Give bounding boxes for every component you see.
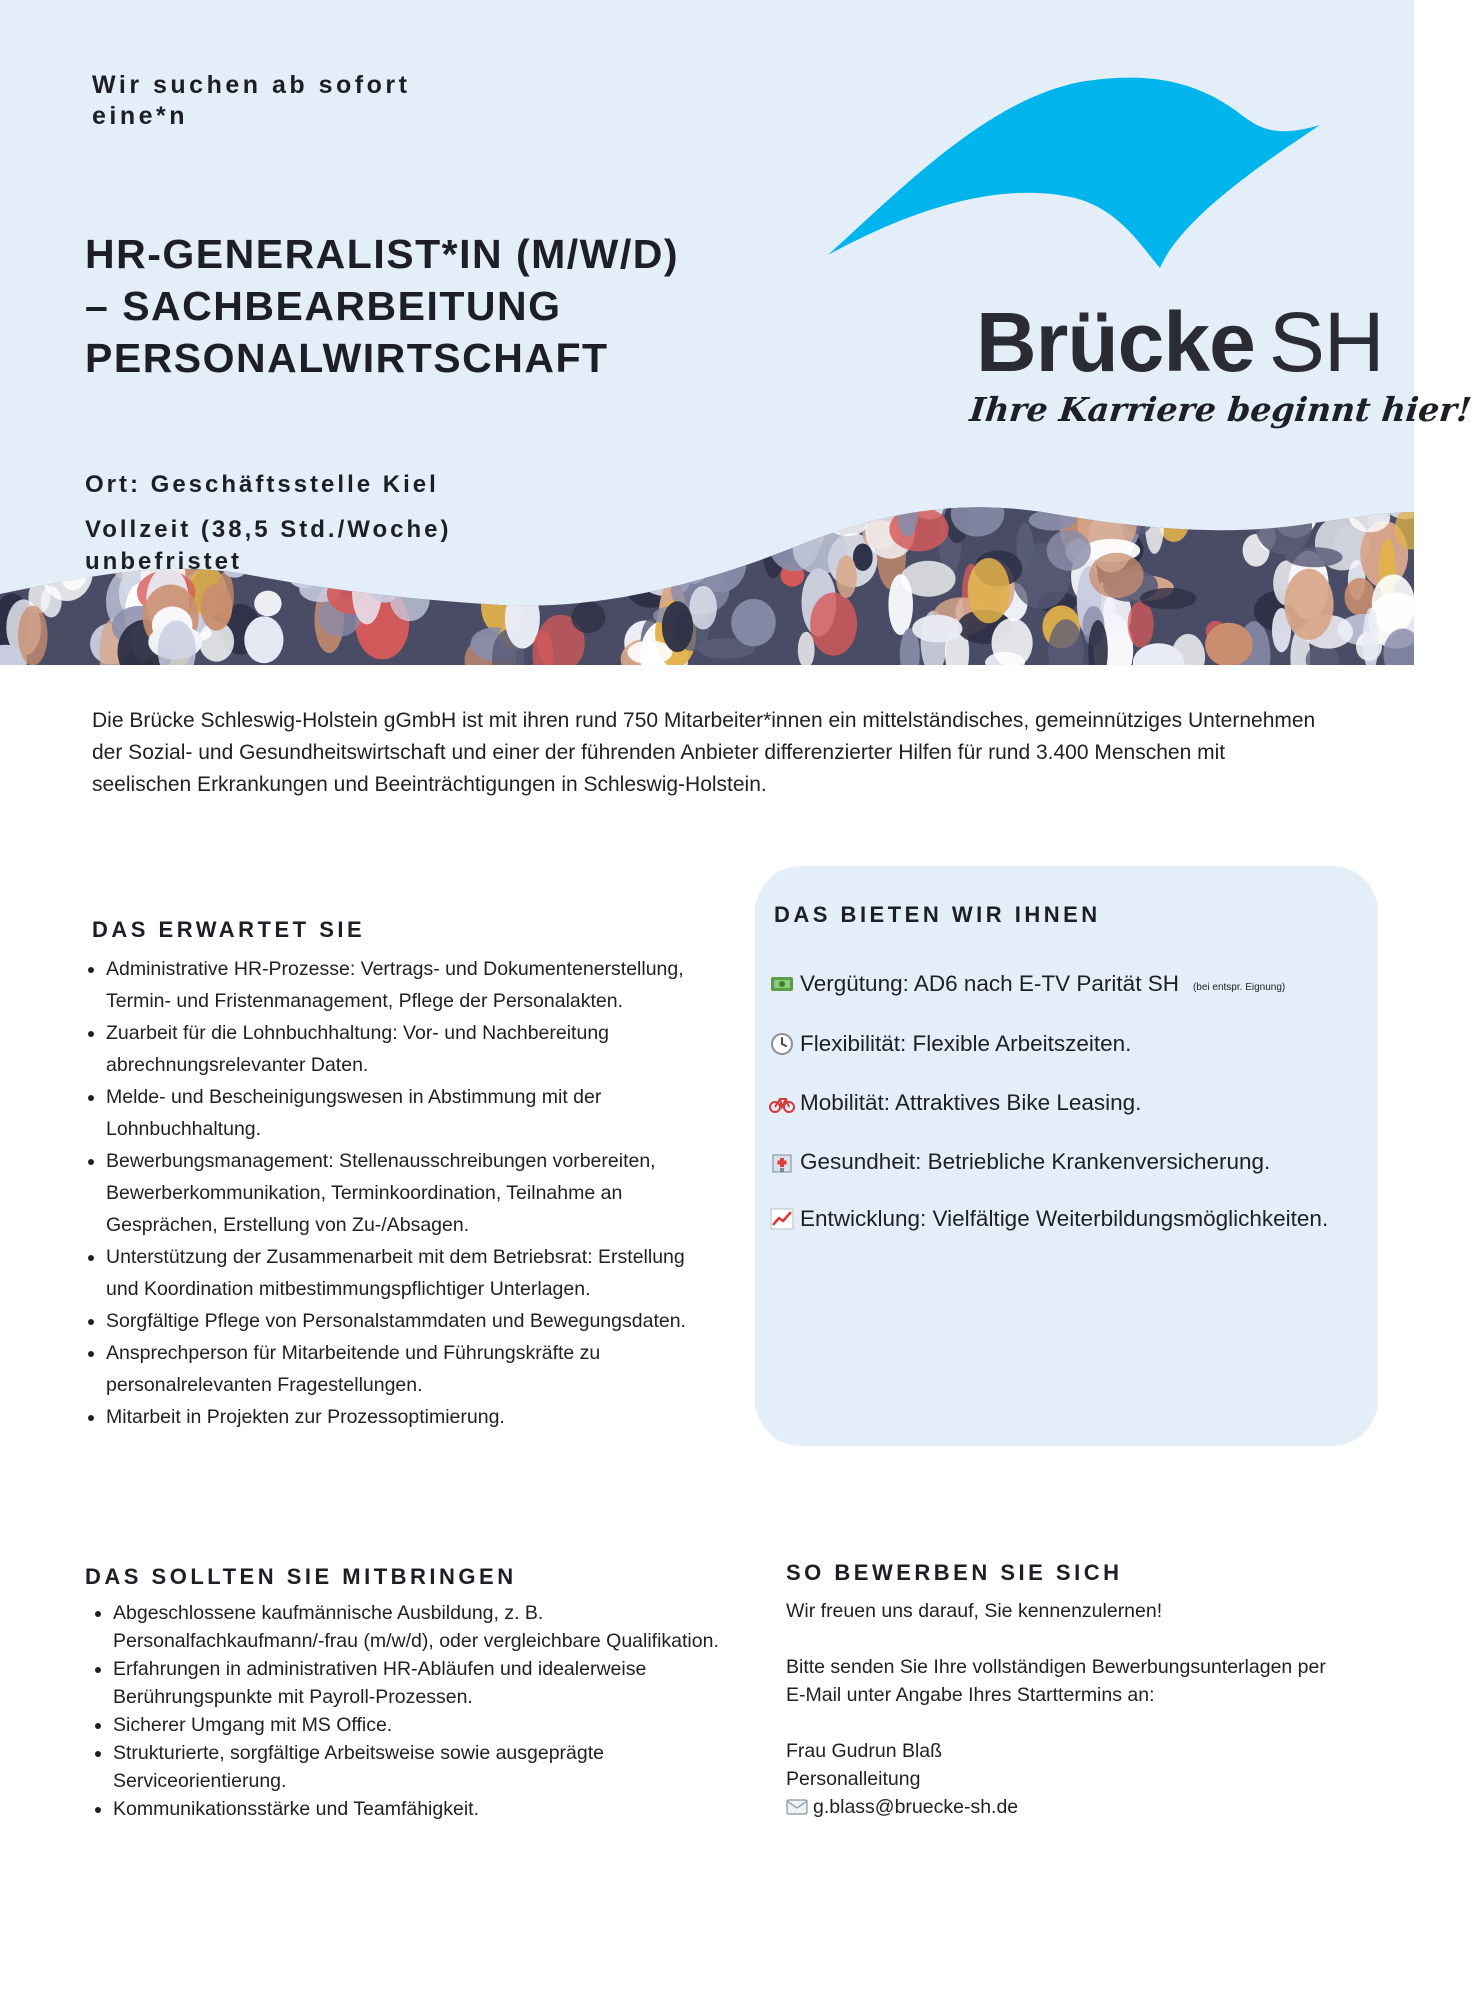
contact-role: Personalleitung [786, 1768, 921, 1790]
crowd-texture [542, 527, 584, 547]
crowd-texture [1349, 493, 1401, 517]
company-intro: Die Brücke Schleswig-Holstein gGmbH ist mit ihren rund 750 Mitarbeiter*innen ein mittelständisches, gemeinnütziges Unternehmen der Sozial- und Gesundheitswirtschaft und einer der führenden Anbieter differenzierter Hilfen für rund 3.400 Menschen mit seelischen Erkrankungen und Beeinträchtigungen in Schleswig-Holstein. [92, 709, 1316, 796]
crowd-texture [158, 621, 196, 681]
crowd-texture [628, 641, 673, 665]
crowd-texture [667, 478, 704, 538]
crowd-texture [636, 499, 673, 535]
crowd-texture [827, 511, 867, 536]
crowd-texture [1383, 629, 1422, 680]
crowd-texture [951, 490, 1005, 536]
hero-banner [0, 0, 1473, 665]
crowd-texture [648, 470, 704, 539]
crowd-texture [1193, 461, 1210, 530]
crowd-texture [810, 593, 857, 656]
crowd-texture [775, 504, 828, 539]
job-hours: Vollzeit (38,5 Std./Woche) [85, 516, 452, 543]
offer-heading: DAS BIETEN WIR IHNEN [774, 902, 1101, 927]
crowd-texture [678, 532, 710, 584]
crowd-texture [515, 562, 543, 596]
benefit-footnote: (bei entspr. Eignung) [1192, 981, 1286, 993]
crowd-texture [458, 466, 477, 525]
crowd-texture [636, 511, 694, 570]
money-icon [769, 971, 795, 997]
crowd-texture [390, 576, 430, 621]
crowd-texture [624, 551, 652, 583]
crowd-texture [684, 476, 712, 521]
job-contract: unbefristet [85, 548, 243, 575]
crowd-texture [1088, 620, 1108, 682]
list-item: • Zuarbeit für die Lohnbuchhaltung: Vor- und Nachbereitung abrechnungsrelevanter Daten. [106, 1017, 696, 1081]
crowd-texture [690, 586, 717, 630]
crowd-texture [593, 479, 652, 528]
list-item: • Ansprechperson für Mitarbeitende und Führungskräfte zu personalrelevanten Fragestellungen. [106, 1337, 696, 1401]
crowd-texture [1380, 471, 1432, 519]
crowd-texture [1328, 472, 1358, 508]
crowd-texture [0, 565, 18, 585]
apply-greeting: Wir freuen uns darauf, Sie kennenzulernen! [786, 1600, 1163, 1622]
crowd-texture [1054, 484, 1087, 519]
crowd-texture [464, 508, 512, 554]
hiring-kicker: Wir suchen ab sofort eine*n [92, 71, 411, 130]
contact-email-row[interactable] [786, 1793, 1346, 1821]
crowd-texture [24, 473, 83, 520]
crowd-texture [1306, 645, 1339, 675]
crowd-texture [498, 495, 532, 516]
job-title [85, 228, 725, 384]
list-item: • Bewerbungsmanagement: Stellenausschreibungen vorbereiten, Bewerberkommunikation, Terminkoordination, Teilnahme an Gesprächen, Erstellung von Zu-/Absagen. [106, 1145, 696, 1241]
logo-wordmark [976, 295, 1384, 389]
benefit-item [769, 971, 1285, 997]
benefit-text: Vergütung: AD6 nach E-TV Parität SH [800, 971, 1179, 996]
crowd-texture [482, 528, 527, 593]
list-item: • Mitarbeit in Projekten zur Prozessoptimierung. [106, 1401, 696, 1433]
chart-icon [769, 1206, 795, 1232]
expect-list [84, 953, 696, 1433]
crowd-texture [968, 558, 1010, 623]
envelope-icon [786, 1798, 808, 1816]
list-item: • Sicherer Umgang mit MS Office. [113, 1711, 725, 1739]
crowd-texture [1349, 503, 1390, 533]
crowd-texture [458, 494, 504, 523]
crowd-texture [1286, 547, 1343, 567]
requirements-heading: DAS SOLLTEN SIE MITBRINGEN [85, 1564, 517, 1589]
crowd-texture [819, 487, 847, 516]
list-item: • Strukturierte, sorgfältige Arbeitsweise sowie ausgeprägte Serviceorientierung. [113, 1739, 725, 1795]
hospital-icon [769, 1149, 795, 1175]
crowd-texture [957, 483, 1012, 505]
benefit-item [769, 1090, 1141, 1116]
logo-name-bold: Brücke [976, 295, 1255, 389]
crowd-texture [682, 514, 701, 569]
crowd-texture [647, 553, 680, 581]
benefit-item [769, 1031, 1131, 1057]
crowd-texture [216, 572, 234, 620]
crowd-texture [670, 460, 693, 523]
apply-heading: SO BEWERBEN SIE SICH [786, 1560, 1123, 1585]
crowd-texture [1205, 623, 1253, 667]
benefit-text: Gesundheit: Betriebliche Krankenversicherung. [800, 1149, 1271, 1174]
crowd-texture [901, 561, 956, 597]
job-title-line-3: PERSONALWIRTSCHAFT [85, 335, 609, 381]
crowd-texture [1048, 619, 1084, 684]
list-item: • Sorgfältige Pflege von Personalstammdaten und Bewegungsdaten. [106, 1305, 696, 1337]
crowd-texture [602, 522, 642, 589]
crowd-texture [803, 499, 841, 533]
crowd-texture [889, 507, 948, 551]
benefit-text: Flexibilität: Flexible Arbeitszeiten. [800, 1031, 1132, 1056]
crowd-texture [1029, 510, 1076, 531]
list-item: • Erfahrungen in administrativen HR-Abläufen und idealerweise Berührungspunkte mit Payroll-Prozessen. [113, 1655, 725, 1711]
benefit-text: Mobilität: Attraktives Bike Leasing. [800, 1090, 1142, 1115]
bridge-logo-icon [820, 70, 1340, 270]
crowd-texture [0, 532, 31, 575]
crowd-texture [1255, 495, 1312, 555]
crowd-texture [992, 618, 1033, 667]
crowd-texture [11, 486, 40, 558]
job-title-line-1: HR-GENERALIST*IN (M/W/D) [85, 231, 680, 277]
job-title-line-2: – SACHBEARBEITUNG [85, 283, 562, 329]
crowd-texture [1089, 553, 1143, 598]
crowd-texture [897, 481, 919, 537]
apply-section [786, 1597, 1346, 1821]
crowd-texture [662, 601, 693, 652]
list-item: • Kommunikationsstärke und Teamfähigkeit. [113, 1795, 725, 1823]
crowd-texture [1363, 608, 1379, 671]
crowd-texture [853, 544, 873, 571]
contact-name: Frau Gudrun Blaß [786, 1740, 943, 1762]
clock-icon [769, 1031, 795, 1057]
crowd-texture [628, 485, 646, 526]
crowd-texture [571, 601, 605, 633]
crowd-texture [1128, 601, 1154, 647]
benefit-item [769, 1149, 1270, 1175]
benefit-text: Entwicklung: Vielfältige Weiterbildungsmöglichkeiten. [800, 1206, 1329, 1231]
crowd-texture [1395, 507, 1429, 549]
expect-heading: DAS ERWARTET SIE [92, 917, 366, 942]
list-item: • Melde- und Bescheinigungswesen in Abstimmung mit der Lohnbuchhaltung. [106, 1081, 696, 1145]
crowd-texture [1140, 588, 1196, 609]
logo-name-light: SH [1268, 295, 1384, 389]
crowd-texture [1094, 485, 1111, 517]
crowd-texture [1047, 530, 1091, 571]
crowd-texture [809, 465, 848, 527]
crowd-texture [865, 492, 899, 518]
crowd-texture [17, 526, 39, 573]
crowd-texture [836, 555, 857, 598]
requirements-list [91, 1599, 725, 1823]
crowd-texture [244, 616, 283, 663]
crowd-texture [516, 515, 547, 555]
crowd-texture [730, 519, 767, 554]
crowd-texture [254, 591, 281, 617]
job-location: Ort: Geschäftsstelle Kiel [85, 471, 439, 498]
crowd-texture [533, 630, 554, 678]
bicycle-icon [769, 1090, 795, 1116]
crowd-texture [1133, 643, 1184, 682]
apply-instruction: Bitte senden Sie Ihre vollständigen Bewerbungsunterlagen per E-Mail unter Angabe Ihres Starttermins an: [786, 1656, 1326, 1706]
crowd-texture [18, 606, 48, 666]
logo-slogan: Ihre Karriere beginnt hier! [967, 390, 1473, 429]
benefit-item [769, 1206, 1328, 1232]
crowd-texture [632, 517, 682, 550]
crowd-texture [762, 518, 785, 578]
crowd-texture [352, 557, 382, 625]
crowd-texture [1284, 569, 1333, 640]
crowd-texture [657, 540, 698, 570]
crowd-texture [424, 562, 450, 582]
crowd-texture [636, 509, 662, 551]
list-item: • Unterstützung der Zusammenarbeit mit dem Betriebsrat: Erstellung und Koordination mitbestimmungspflichtiger Unterlagen. [106, 1241, 696, 1305]
crowd-texture [912, 615, 962, 643]
contact-email[interactable]: g.blass@bruecke-sh.de [813, 1796, 1019, 1818]
crowd-texture [576, 488, 604, 535]
crowd-texture [731, 599, 776, 646]
crowd-texture [1256, 493, 1290, 525]
list-item: • Abgeschlossene kaufmännische Ausbildung, z. B. Personalfachkaufmann/-frau (m/w/d), oder vergleichbare Qualifikation. [113, 1599, 725, 1655]
crowd-texture [1145, 494, 1164, 554]
crowd-texture [23, 492, 51, 562]
crowd-texture [670, 498, 714, 532]
list-item: • Administrative HR-Prozesse: Vertrags- und Dokumentenerstellung, Termin- und Fristenmanagement, Pflege der Personalakten. [106, 953, 696, 1017]
crowd-texture [798, 632, 815, 668]
